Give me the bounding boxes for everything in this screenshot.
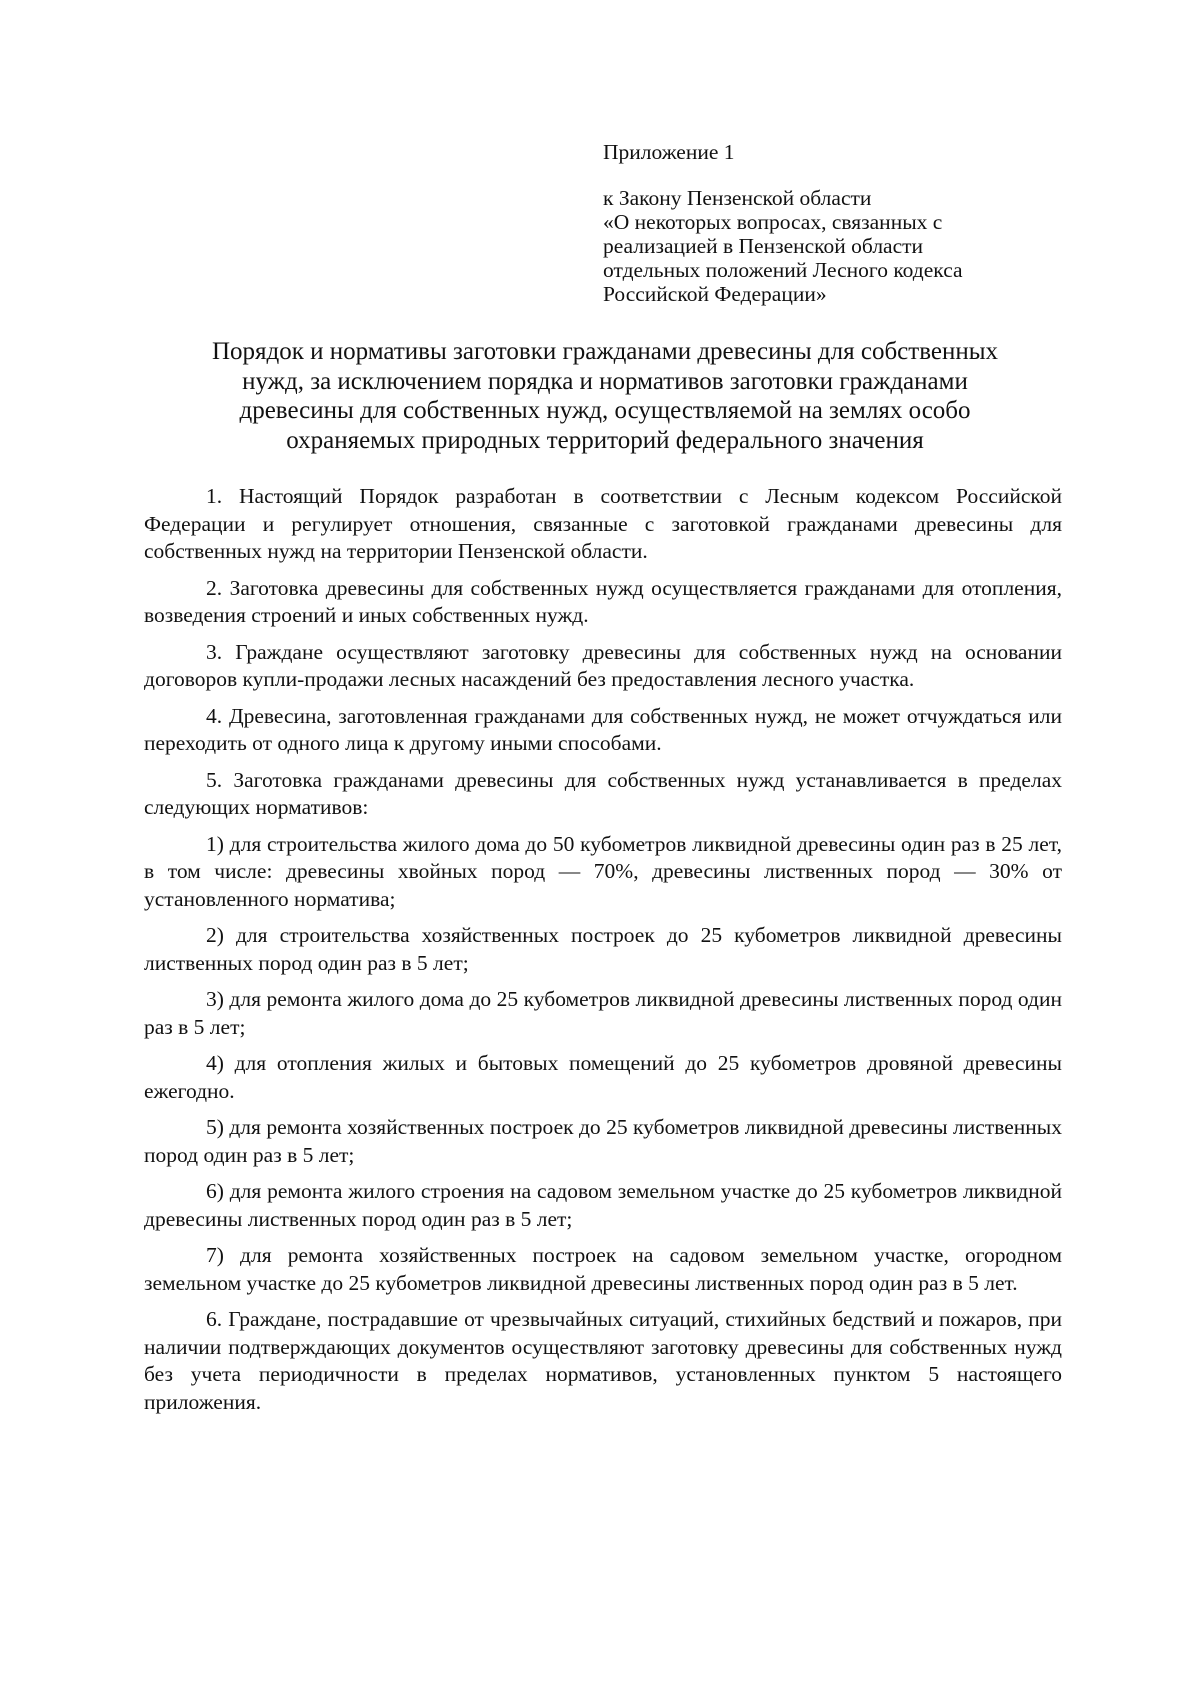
appendix-reference-line: Российской Федерации» bbox=[603, 282, 827, 306]
appendix-label: Приложение 1 bbox=[603, 140, 735, 164]
document-title-line: Порядок и нормативы заготовки гражданами древесины для собственных bbox=[211, 338, 999, 365]
appendix-header bbox=[603, 140, 1063, 306]
norm-item-7: 7) для ремонта хозяйственных построек на садовом земельном участке, огородном земельном участке до 25 кубометров ликвидной древесины лиственных пород один раз в 5 лет. bbox=[144, 1243, 1062, 1295]
document-title-line: древесины для собственных нужд, осуществляемой на землях особо bbox=[239, 397, 971, 424]
document-body bbox=[144, 483, 1062, 1425]
appendix-reference bbox=[603, 186, 1063, 306]
paragraph-6: 6. Граждане, пострадавшие от чрезвычайных ситуаций, стихийных бедствий и пожаров, при наличии подтверждающих документов осуществляют заготовку древесины для собственных нужд без учета периодичности в пределах нормативов, установленных пунктом 5 настоящего приложения. bbox=[144, 1307, 1062, 1414]
paragraph-4: 4. Древесина, заготовленная гражданами для собственных нужд, не может отчуждаться или переходить от одного лица к другому иными способами. bbox=[144, 703, 1062, 755]
paragraph-3: 3. Граждане осуществляют заготовку древесины для собственных нужд на основании договоров купли-продажи лесных насаждений без предоставления лесного участка. bbox=[144, 639, 1062, 691]
document-title bbox=[135, 337, 1075, 455]
norm-item-6: 6) для ремонта жилого строения на садовом земельном участке до 25 кубометров ликвидной древесины лиственных пород один раз в 5 лет; bbox=[144, 1179, 1062, 1231]
document-title-line: нужд, за исключением порядка и нормативов заготовки гражданами bbox=[242, 367, 968, 395]
paragraph-2: 2. Заготовка древесины для собственных нужд осуществляется гражданами для отопления, возведения строений и иных собственных нужд. bbox=[144, 575, 1062, 627]
norm-item-4: 4) для отопления жилых и бытовых помещений до 25 кубометров дровяной древесины ежегодно. bbox=[144, 1051, 1062, 1103]
norm-item-3: 3) для ремонта жилого дома до 25 кубометров ликвидной древесины лиственных пород один раз в 5 лет; bbox=[144, 987, 1062, 1039]
norm-item-5: 5) для ремонта хозяйственных построек до 25 кубометров ликвидной древесины лиственных пород один раз в 5 лет; bbox=[144, 1115, 1062, 1167]
appendix-reference-line: «О некоторых вопросах, связанных с bbox=[603, 210, 943, 234]
norm-item-1: 1) для строительства жилого дома до 50 кубометров ликвидной древесины один раз в 25 лет, в том числе: древесины хвойных пород — 70%, древесины лиственных пород — 30% от установленного норматива; bbox=[144, 831, 1062, 911]
appendix-reference-line: отдельных положений Лесного кодекса bbox=[603, 258, 963, 282]
paragraph-5: 5. Заготовка гражданами древесины для собственных нужд устанавливается в пределах следующих нормативов: bbox=[144, 767, 1062, 819]
document-title-line: охраняемых природных территорий федерального значения bbox=[286, 426, 924, 454]
norm-item-2: 2) для строительства хозяйственных построек до 25 кубометров ликвидной древесины лиственных пород один раз в 5 лет; bbox=[144, 923, 1062, 975]
appendix-reference-line: реализацией в Пензенской области bbox=[603, 234, 924, 258]
paragraph-1: 1. Настоящий Порядок разработан в соответствии с Лесным кодексом Российской Федерации и регулирует отношения, связанные с заготовкой гражданами древесины для собственных нужд на территории Пензенской области. bbox=[144, 484, 1062, 563]
appendix-reference-line: к Закону Пензенской области bbox=[603, 186, 872, 210]
